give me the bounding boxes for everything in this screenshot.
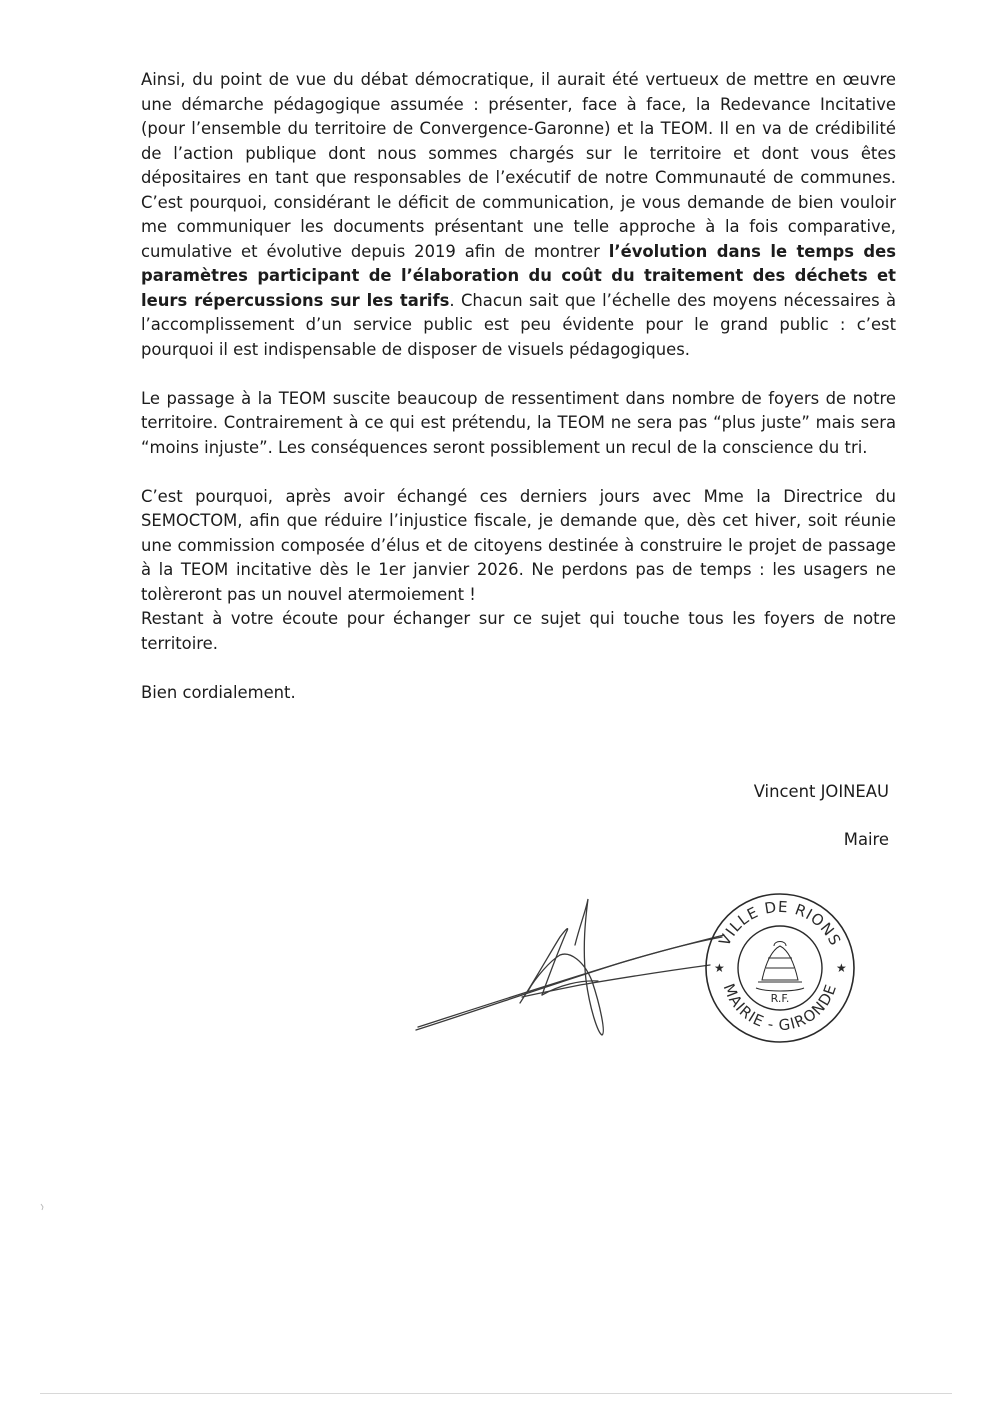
paragraph-1-text: Ainsi, du point de vue du débat démocratique, il aurait été vertueux de mettre en œuvre une démarche pédagogique assumée : présenter, face à face, la Redevance Incitative (pour l’ensemble du territoire de Convergence-Garonne) et la TEOM. Il en va de crédibilité de l’action publique dont nous sommes chargés sur le territoire et dont vous êtes dépositaires en tant que responsables de l’exécutif de notre Communauté de communes. C’est pourquoi, considérant le déficit de communication, je vous demande de bien vouloir me communiquer les documents présentant une telle approche à la fois comparative, cumulative et évolutive depuis 2019 afin de montrer <box>141 70 896 261</box>
stamp-bottom-text <box>720 981 841 1034</box>
stamp-star-right-icon: ★ <box>836 961 847 975</box>
closing-salutation: Bien cordialement. <box>141 682 296 702</box>
marianne-emblem-icon <box>756 942 804 992</box>
stamp-center-text: R.F. <box>770 992 790 1005</box>
letter-body <box>141 68 896 705</box>
paragraph-commission-request: C’est pourquoi, après avoir échangé ces derniers jours avec Mme la Directrice du SEMOCTOM, afin que réduire l’injustice fiscale, je demande que, dès cet hiver, soit réunie une commission composée d’élus et de citoyens destinée à construire le projet de passage à la TEOM incitative dès le 1er janvier 2026. Ne perdons pas de temps : les usagers ne tolèreront pas un nouvel atermoiement ! <box>141 486 896 604</box>
paragraph-teom-resentment: Le passage à la TEOM suscite beaucoup de ressentiment dans nombre de foyers de notre territoire. Contrairement à ce qui est prétendu, la TEOM ne sera pas “plus juste” mais sera “moins injuste”. Les conséquences seront possiblement un recul de la conscience du tri. <box>141 388 896 457</box>
mairie-stamp <box>700 888 860 1048</box>
page-edge-line <box>40 1393 952 1394</box>
signatory-name: Vincent JOINEAU <box>753 782 889 801</box>
paragraph-availability: Restant à votre écoute pour échanger sur ce sujet qui touche tous les foyers de notre territoire. <box>141 609 896 653</box>
stamp-star-left-icon: ★ <box>714 961 725 975</box>
signatory-title: Maire <box>843 830 889 849</box>
scan-speck <box>40 1203 45 1211</box>
handwritten-signature <box>410 885 730 1040</box>
paragraph-pedagogical-approach <box>141 68 896 362</box>
paragraph-1-emphasis: l’évolution dans le temps des paramètres participant de l’élaboration du coût du traitement des déchets et leurs répercussions sur les tarifs <box>141 241 896 310</box>
stamp-top-path: VILLE DE RIONS <box>715 897 845 949</box>
stamp-bottom-path: MAIRIE - GIRONDE <box>719 981 841 1035</box>
paragraph-1-text-end: . Chacun sait que l’échelle des moyens nécessaires à l’accomplissement d’un service public est peu évidente pour le grand public : c’est pourquoi il est indispensable de disposer de visuels pédagogiques. <box>141 290 896 359</box>
